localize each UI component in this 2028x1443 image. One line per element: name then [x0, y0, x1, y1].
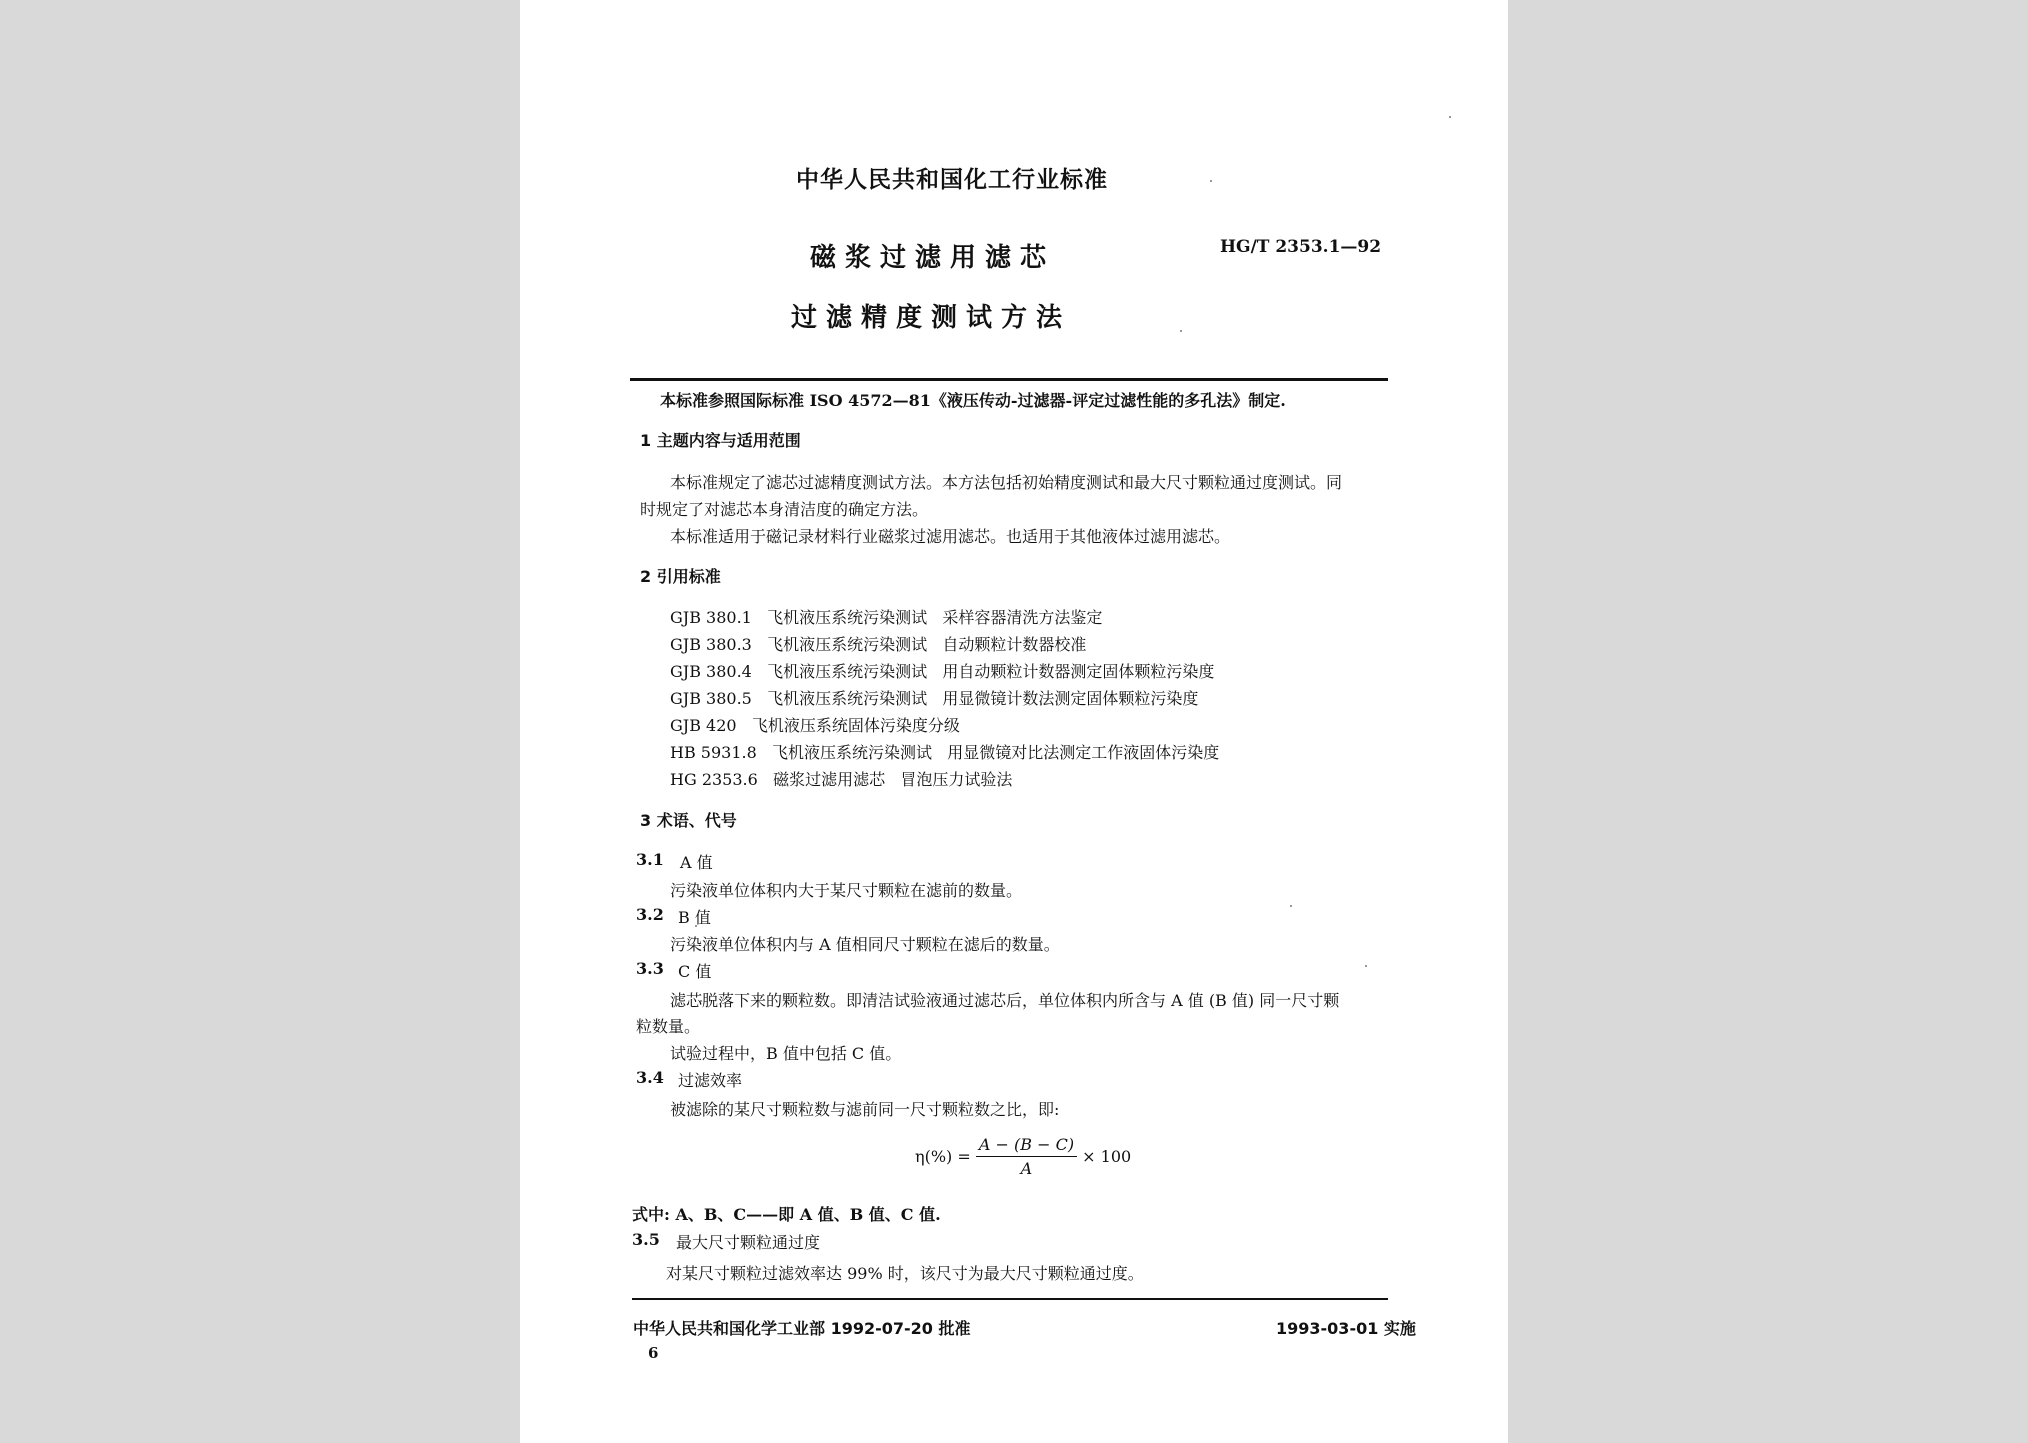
section-3-3-line-1: 滤芯脱落下来的颗粒数。即清洁试验液通过滤芯后，单位体积内所含与 A 值 (B 值) 同一尺寸颗 — [670, 991, 1340, 1010]
section-3-2-number: 3.2 — [636, 905, 664, 924]
section-3-3-line-3: 试验过程中，B 值中包括 C 值。 — [670, 1044, 902, 1063]
section-3-1-text: 污染液单位体积内大于某尺寸颗粒在滤前的数量。 — [670, 881, 1023, 900]
formula-numerator: A − (B − C) — [976, 1135, 1077, 1157]
formula-rhs: × 100 — [1082, 1147, 1132, 1166]
reference-item: GJB 380.1 飞机液压系统污染测试 采样容器清洗方法鉴定 — [670, 608, 1103, 627]
reference-item: GJB 420 飞机液压系统固体污染度分级 — [670, 716, 960, 735]
formula-where: 式中: A、B、C——即 A 值、B 值、C 值. — [632, 1205, 941, 1224]
section-3-4-text: 被滤除的某尺寸颗粒数与滤前同一尺寸颗粒数之比，即: — [670, 1100, 1060, 1119]
section-3-3-title: C 值 — [678, 962, 712, 981]
section-3-4-title: 过滤效率 — [678, 1071, 743, 1090]
title-line-1: 磁浆过滤用滤芯 — [810, 243, 1056, 273]
section-3-5-text: 对某尺寸颗粒过滤效率达 99% 时，该尺寸为最大尺寸颗粒通过度。 — [666, 1264, 1144, 1283]
section-1-para-1-line-1: 本标准规定了滤芯过滤精度测试方法。本方法包括初始精度测试和最大尺寸颗粒通过度测试。同 — [670, 473, 1343, 492]
section-2-heading: 2 引用标准 — [640, 567, 721, 586]
formula-denominator: A — [1020, 1159, 1033, 1178]
section-3-2-title: B 值 — [678, 908, 711, 927]
reference-item: HG 2353.6 磁浆过滤用滤芯 冒泡压力试验法 — [670, 770, 1013, 789]
reference-item: GJB 380.3 飞机液压系统污染测试 自动颗粒计数器校准 — [670, 635, 1087, 654]
header-rule — [630, 378, 1388, 381]
efficiency-formula — [915, 1135, 1131, 1178]
formula-fraction — [976, 1135, 1077, 1178]
page-number: 6 — [648, 1344, 659, 1362]
reference-item: HB 5931.8 飞机液压系统污染测试 用显微镜对比法测定工作液固体污染度 — [670, 743, 1220, 762]
approval-line: 中华人民共和国化学工业部 1992-07-20 批准 — [633, 1319, 971, 1338]
document-page — [520, 0, 1508, 1443]
formula-lhs: η(%) = — [915, 1147, 971, 1166]
section-1-para-1-line-2: 时规定了对滤芯本身清洁度的确定方法。 — [640, 500, 929, 519]
section-3-5-title: 最大尺寸颗粒通过度 — [676, 1233, 821, 1252]
section-1-heading: 1 主题内容与适用范围 — [640, 431, 801, 450]
section-3-heading: 3 术语、代号 — [640, 811, 737, 830]
section-3-1-number: 3.1 — [636, 850, 664, 869]
section-1-para-2: 本标准适用于磁记录材料行业磁浆过滤用滤芯。也适用于其他液体过滤用滤芯。 — [670, 527, 1231, 546]
section-3-3-number: 3.3 — [636, 959, 664, 978]
org-title: 中华人民共和国化工行业标准 — [796, 167, 1108, 193]
preamble: 本标准参照国际标准 ISO 4572—81《液压传动-过滤器-评定过滤性能的多孔法》制定. — [660, 391, 1286, 410]
standard-number: HG/T 2353.1—92 — [1220, 237, 1382, 257]
reference-item: GJB 380.5 飞机液压系统污染测试 用显微镜计数法测定固体颗粒污染度 — [670, 689, 1199, 708]
reference-item: GJB 380.4 飞机液压系统污染测试 用自动颗粒计数器测定固体颗粒污染度 — [670, 662, 1215, 681]
section-3-3-line-2: 粒数量。 — [636, 1017, 701, 1036]
section-3-4-number: 3.4 — [636, 1068, 664, 1087]
title-line-2: 过滤精度测试方法 — [791, 303, 1072, 333]
footer-rule — [632, 1298, 1388, 1300]
implementation-date: 1993-03-01 实施 — [1276, 1319, 1416, 1338]
section-3-5-number: 3.5 — [632, 1230, 660, 1249]
section-3-1-title: A 值 — [680, 853, 713, 872]
section-3-2-text: 污染液单位体积内与 A 值相同尺寸颗粒在滤后的数量。 — [670, 935, 1060, 954]
